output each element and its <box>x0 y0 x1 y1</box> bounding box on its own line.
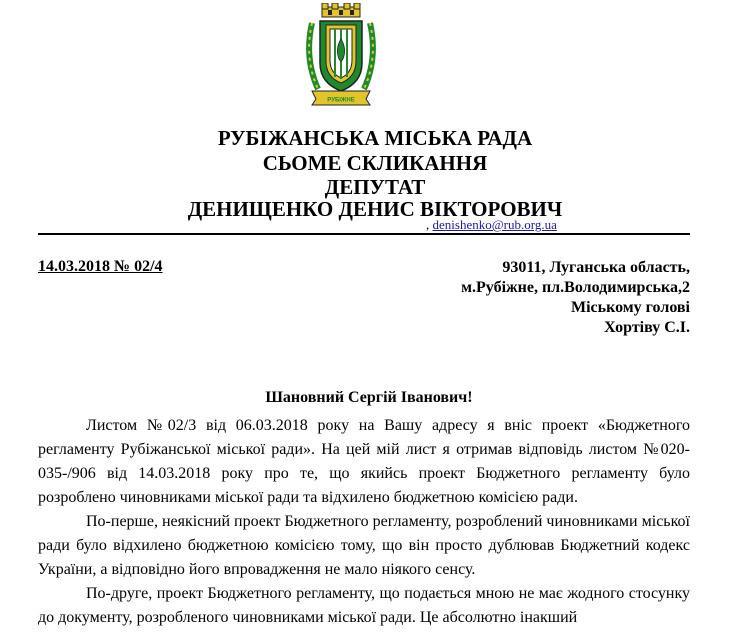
letter-reference: 14.03.2018 № 02/4 <box>38 258 163 275</box>
address-line: м.Рубіжне, пл.Володимирська,2 <box>461 279 690 296</box>
council-name: РУБІЖАНСЬКА МІСЬКА РАДА <box>217 126 533 150</box>
salutation: Шановний Сергій Іванович! <box>265 389 473 406</box>
address-line: Міському голові <box>570 299 690 316</box>
crown-icon <box>322 3 360 17</box>
address-line: 93011, Луганська область, <box>502 259 690 276</box>
coat-of-arms-emblem <box>302 3 380 107</box>
email-link[interactable]: denishenko@rub.org.ua <box>432 217 557 232</box>
ribbon-text: РУБІЖНЕ <box>327 97 355 104</box>
paragraph-1: Листом №02/3 від 06.03.2018 року на Вашу адресу я вніс проект «Бюджетного регламенту Рубіжанської міської ради». На цей мій лист я отримав відповідь листом №020-035-/906 від 14.03.2018 року про те, що якийсь проект Бюджетного регламенту було розроблено чиновниками міської ради та відхилено бюджетною комісією ради. <box>38 417 690 506</box>
deputy-name: ДЕНИЩЕНКО ДЕНИС ВІКТОРОВИЧ <box>187 197 563 221</box>
recipient-address <box>461 258 690 338</box>
paragraph-3: По-друге, проект Бюджетного регламенту, що подається мною не має жодного стосунку до документу, розробленого чиновниками міської ради. Це абсолютно інакший <box>38 585 690 626</box>
header-divider <box>38 233 690 235</box>
shield-icon <box>320 21 362 91</box>
convocation: СЬОМЕ СКЛИКАННЯ <box>262 151 488 175</box>
email-line <box>426 217 557 233</box>
address-line: Хортіву С.І. <box>604 319 690 336</box>
paragraph-2: По-перше, неякісний проект Бюджетного регламенту, розроблений чиновниками міської ради було відхилено бюджетною комісією тому, що він просто дублював Бюджетний кодекс України, а відповідно його впровадження не мало ніякого сенсу. <box>38 513 690 578</box>
email-prefix: , <box>426 217 433 232</box>
deputy-title: ДЕПУТАТ <box>324 175 426 199</box>
